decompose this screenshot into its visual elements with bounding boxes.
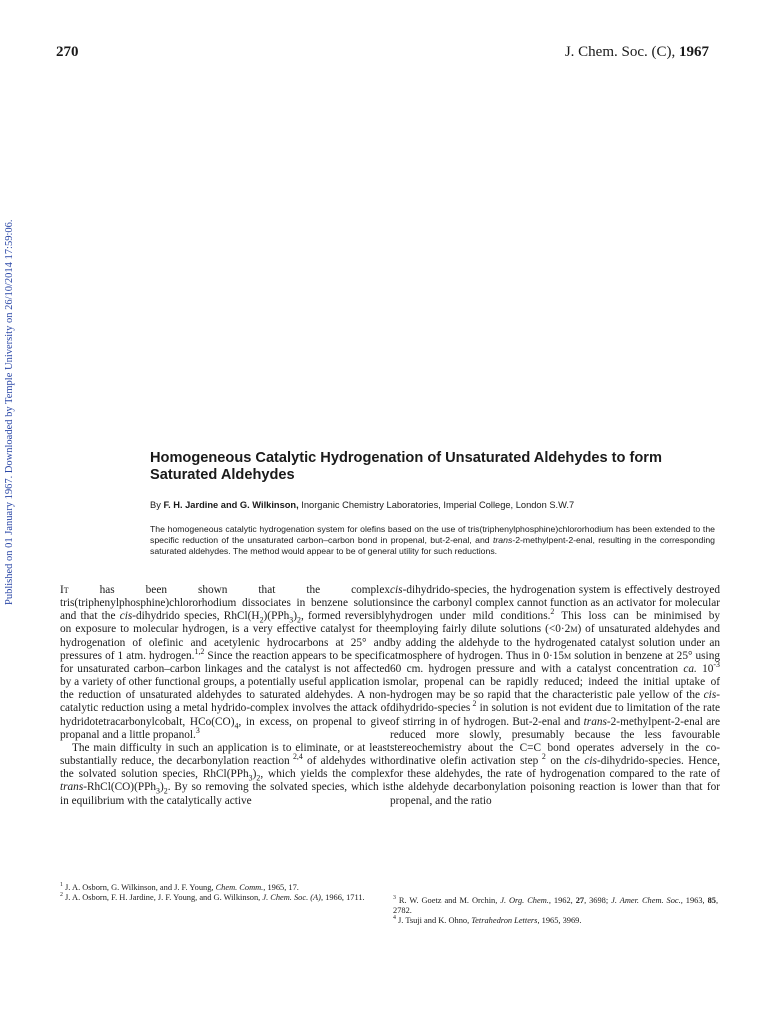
journal-italic: Chem. Comm. <box>215 883 264 892</box>
text-run: of aldehydes with the solvated solution species, RhCl(PPh <box>60 755 390 781</box>
text-run: -2-methylpent-2-enal are reduced more slowly, presumably because the less favourable stereochemistry about the C=C bond operates adversely in the co-ordinative olefin activation step <box>390 715 720 768</box>
text-run: , 1965, 17. <box>263 883 299 892</box>
text-run: molar, propenal can be rapidly reduced; indeed the initial uptake of hydrogen may be so rapid that the characteristic pale yellow of the <box>390 676 720 702</box>
footnote-1 <box>60 883 390 893</box>
text-run: -dihydrido-species. Hence, for these aldehydes, the rate of hydrogenation compared to the rate of the aldehyde decarbonylation poisoning reaction is lower than that for propenal, and the ratio <box>390 755 720 807</box>
paragraph-intro <box>60 584 390 742</box>
subscript: 4 <box>234 720 239 730</box>
text-run: )(PPh <box>263 610 290 623</box>
text-run: , 2782. <box>393 896 719 915</box>
article-header <box>150 450 715 558</box>
reference-superscript: 2 <box>538 752 546 762</box>
page-number: 270 <box>56 44 79 60</box>
subscript: 3 <box>156 786 160 796</box>
journal-year: 1967 <box>679 44 709 60</box>
text-run: ) <box>160 781 164 794</box>
publication-side-note[interactable]: Published on 01 January 1967. Downloaded by Temple University on 26/10/2014 17:59:06. <box>4 219 15 605</box>
italic-trans: trans <box>583 715 607 728</box>
reference-superscript: 2 <box>550 607 555 617</box>
footnote-2 <box>60 893 390 903</box>
subscript: 3 <box>289 615 294 625</box>
journal-citation <box>565 44 709 61</box>
text-run: solution in benzene at 25° using 60 cm. hydrogen pressure and with a catalyst concentration <box>390 649 720 675</box>
footnotes-left <box>60 883 390 903</box>
text-run: , 1962, <box>548 896 576 905</box>
footnote-number: 4 <box>393 915 396 922</box>
italic-cis: cis <box>703 689 717 702</box>
subscript: 2 <box>256 773 261 783</box>
reference-superscript: 3 <box>195 725 200 735</box>
text-run: J. A. Osborn, G. Wilkinson, and J. F. Young, <box>62 883 216 892</box>
text-run: . By so removing the solvated species, which is in equilibrium with the catalytically active <box>60 781 390 807</box>
subscript: 3 <box>248 773 253 783</box>
subscript: 2 <box>297 615 301 625</box>
intro-dropcap: It <box>60 584 69 596</box>
text-run: ) of unsaturated aldehydes and by adding the aldehyde to the hydrogenated catalyst solution under an atmosphere of hydrogen. Thus in 0·15 <box>390 623 720 662</box>
text-run: has been shown that the complex tris(triphenylphosphine)chlororhodium dissociates in benzene solution and that the <box>60 584 390 623</box>
journal-name: J. Chem. Soc. (C), <box>564 44 679 60</box>
affiliation: Inorganic Chemistry Laboratories, Imperial College, London S.W.7 <box>298 500 575 510</box>
text-run: in solution is not evident due to limitation of the rate of stirring in of hydrogen. But-2-enal and <box>390 702 720 728</box>
text-run: J. Tsuji and K. Ohno, <box>395 916 472 925</box>
footnote-number: 1 <box>60 882 63 889</box>
text-run: , 1966, 1711. <box>320 893 365 902</box>
italic-ca: ca. <box>683 662 697 675</box>
text-run: -dihydrido-species, the hydrogenation system is effectively destroyed since the carbonyl complex cannot function as an activator for molecular hydrogen under mild conditions. <box>390 584 720 623</box>
authors: F. H. Jardine and G. Wilkinson, <box>163 500 299 510</box>
unit-molar: m <box>564 649 572 662</box>
text-run: -dihydrido-species <box>390 689 720 715</box>
exponent: -3 <box>713 660 721 670</box>
subscript: 2 <box>259 615 264 625</box>
abstract-text-2: -2-methylpent-2-enal, resulting in the corresponding saturated aldehydes. The method would appear to be of general utility for such reductions. <box>150 535 715 557</box>
footnote-number: 2 <box>60 892 63 899</box>
body-column-right <box>390 584 720 808</box>
byline-by: By <box>150 500 164 510</box>
text-run: R. W. Goetz and M. Orchin, <box>395 896 501 905</box>
text-run: -dihydrido species, RhCl(H <box>132 610 260 623</box>
footnote-number: 3 <box>393 895 396 902</box>
volume-bold: 85 <box>707 896 716 905</box>
text-run: , 1963, <box>680 896 708 905</box>
volume-bold: 27 <box>575 896 585 905</box>
paragraph-difficulty <box>60 742 390 808</box>
journal-italic: J. Amer. Chem. Soc. <box>611 896 681 905</box>
reference-superscript: 1,2 <box>194 647 205 657</box>
article-title: Homogeneous Catalytic Hydrogenation of Unsaturated Aldehydes to form Saturated Aldehydes <box>150 450 662 483</box>
journal-italic: J. Org. Chem. <box>500 896 549 905</box>
unit-molar: m <box>570 623 578 636</box>
text-run: , in excess, on propenal to give propanal and a little propanol. <box>60 715 390 741</box>
byline <box>150 500 715 510</box>
italic-cis: cis <box>390 584 403 596</box>
reference-superscript: 2 <box>470 699 477 709</box>
abstract <box>150 524 715 558</box>
text-run: , 1965, 3969. <box>537 916 582 925</box>
italic-cis: cis <box>584 755 597 768</box>
text-run: ) <box>293 610 298 623</box>
text-run: ) <box>252 768 257 781</box>
body-column-left <box>60 584 390 808</box>
text-run: , which yields the complex <box>260 768 390 781</box>
text-run: , formed reversibly on exposure to molecular hydrogen, is a very effective catalyst for the hydrogenation of olefinic and acetylenic hydrocarbons at 25° and pressures of 1 atm. hydrogen. <box>60 610 391 662</box>
text-run: Since the reaction appears to be specific for unsaturated carbon–carbon linkages and the catalyst is not affected by a variety of other functional groups, a potentially useful application is the reduction of unsaturated aldehydes to saturated aldehydes. A non-catalytic reduction using a metal hydrido-complex involves the attack of hydridotetracarbonylcobalt, HCo(CO) <box>60 649 390 728</box>
text-run: This loss can be minimised by employing fairly dilute solutions (<0·2 <box>390 610 720 636</box>
text-run: J. A. Osborn, F. H. Jardine, J. F. Young, and G. Wilkinson, <box>62 893 263 902</box>
italic-cis: cis <box>119 610 133 623</box>
subscript: 2 <box>163 786 168 796</box>
footnote-3 <box>393 896 718 916</box>
italic-trans: trans <box>60 781 84 794</box>
abstract-text-1: The homogeneous catalytic hydrogenation system for olefins based on the use of tris(triphenylphosphine)chlororhodium has been extended to the specific reduction of the unsaturated carbon–carbon bond in propenal, but-2-enal, and <box>150 524 715 546</box>
abstract-italic-trans: trans <box>492 535 513 546</box>
footnote-4 <box>393 916 718 926</box>
text-run: The main difficulty in such an application is to eliminate, or at least substantially reduce, the decarbonylation reaction <box>60 741 390 768</box>
text-run: -RhCl(CO)(PPh <box>83 781 157 794</box>
journal-italic: J. Chem. Soc. (A) <box>262 893 321 902</box>
text-run: on the <box>545 755 585 768</box>
paragraph-continued <box>390 584 720 808</box>
text-run: 10 <box>696 662 714 675</box>
text-run: , 3698; <box>584 896 612 905</box>
reference-superscript: 2,4 <box>289 752 303 762</box>
footnotes-right <box>393 896 718 926</box>
journal-italic: Tetrahedron Letters <box>471 916 538 925</box>
